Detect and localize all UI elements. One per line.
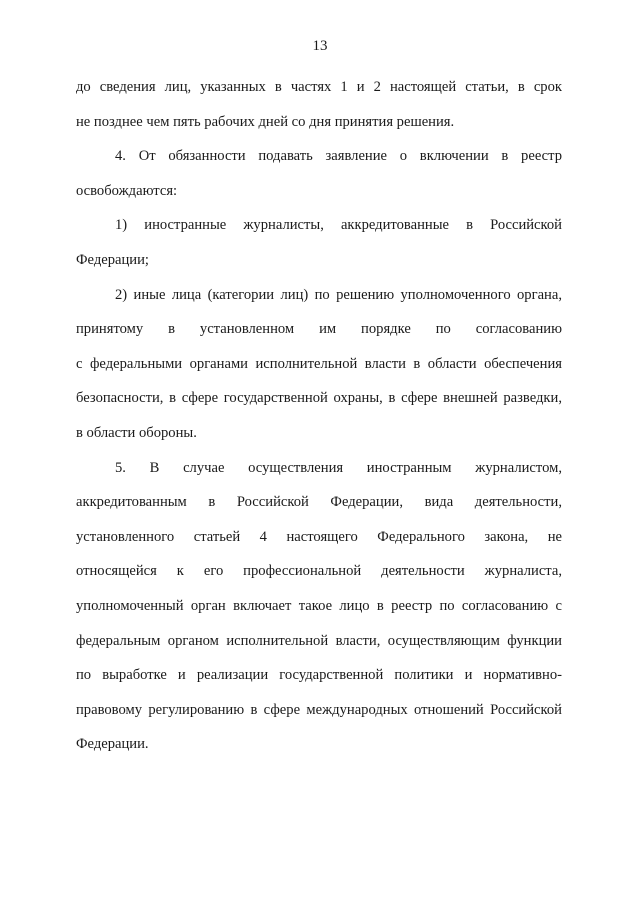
paragraph-line: 2) иные лица (категории лиц) по решению уполномоченного органа,: [115, 286, 562, 303]
paragraph: [76, 70, 562, 139]
paragraph-line: аккредитованным в Российской Федерации, вида деятельности,: [76, 494, 562, 511]
paragraph-line: принятому в установленном им порядке по согласованию: [76, 321, 562, 338]
paragraph: [76, 208, 562, 277]
paragraph-line: относящейся к его профессиональной деятельности журналиста,: [76, 563, 562, 580]
paragraph: [76, 139, 562, 208]
paragraph-line: до сведения лиц, указанных в частях 1 и 2 настоящей статьи, в срок: [76, 79, 562, 95]
page-number: 13: [312, 38, 328, 54]
paragraph-line: с федеральными органами исполнительной власти в области обеспечения: [76, 355, 562, 372]
paragraph-line: 1) иностранные журналисты, аккредитованные в Российской: [115, 217, 562, 234]
paragraph-line: безопасности, в сфере государственной охраны, в сфере внешней разведки,: [76, 390, 562, 407]
paragraph: [76, 278, 562, 451]
paragraph-line: освобождаются:: [76, 182, 178, 199]
paragraph-line: 4. От обязанности подавать заявление о включении в реестр: [115, 148, 562, 165]
document-body: [76, 70, 562, 762]
paragraph-line: в области обороны.: [76, 424, 197, 441]
paragraph-line: федеральным органом исполнительной власти, осуществляющим функции: [76, 632, 562, 649]
paragraph-line: по выработке и реализации государственной политики и нормативно-: [76, 667, 562, 684]
paragraph-line: Федерации;: [76, 251, 149, 268]
paragraph-line: уполномоченный орган включает такое лицо в реестр по согласованию с: [76, 597, 562, 614]
paragraph-line: установленного статьей 4 настоящего Федерального закона, не: [76, 528, 562, 545]
paragraph-line: Федерации.: [76, 736, 149, 753]
paragraph-line: не позднее чем пять рабочих дней со дня принятия решения.: [76, 113, 455, 130]
paragraph-line: правовому регулированию в сфере международных отношений Российской: [76, 701, 562, 718]
paragraph: [76, 451, 562, 762]
paragraph-line: 5. В случае осуществления иностранным журналистом,: [115, 459, 562, 476]
